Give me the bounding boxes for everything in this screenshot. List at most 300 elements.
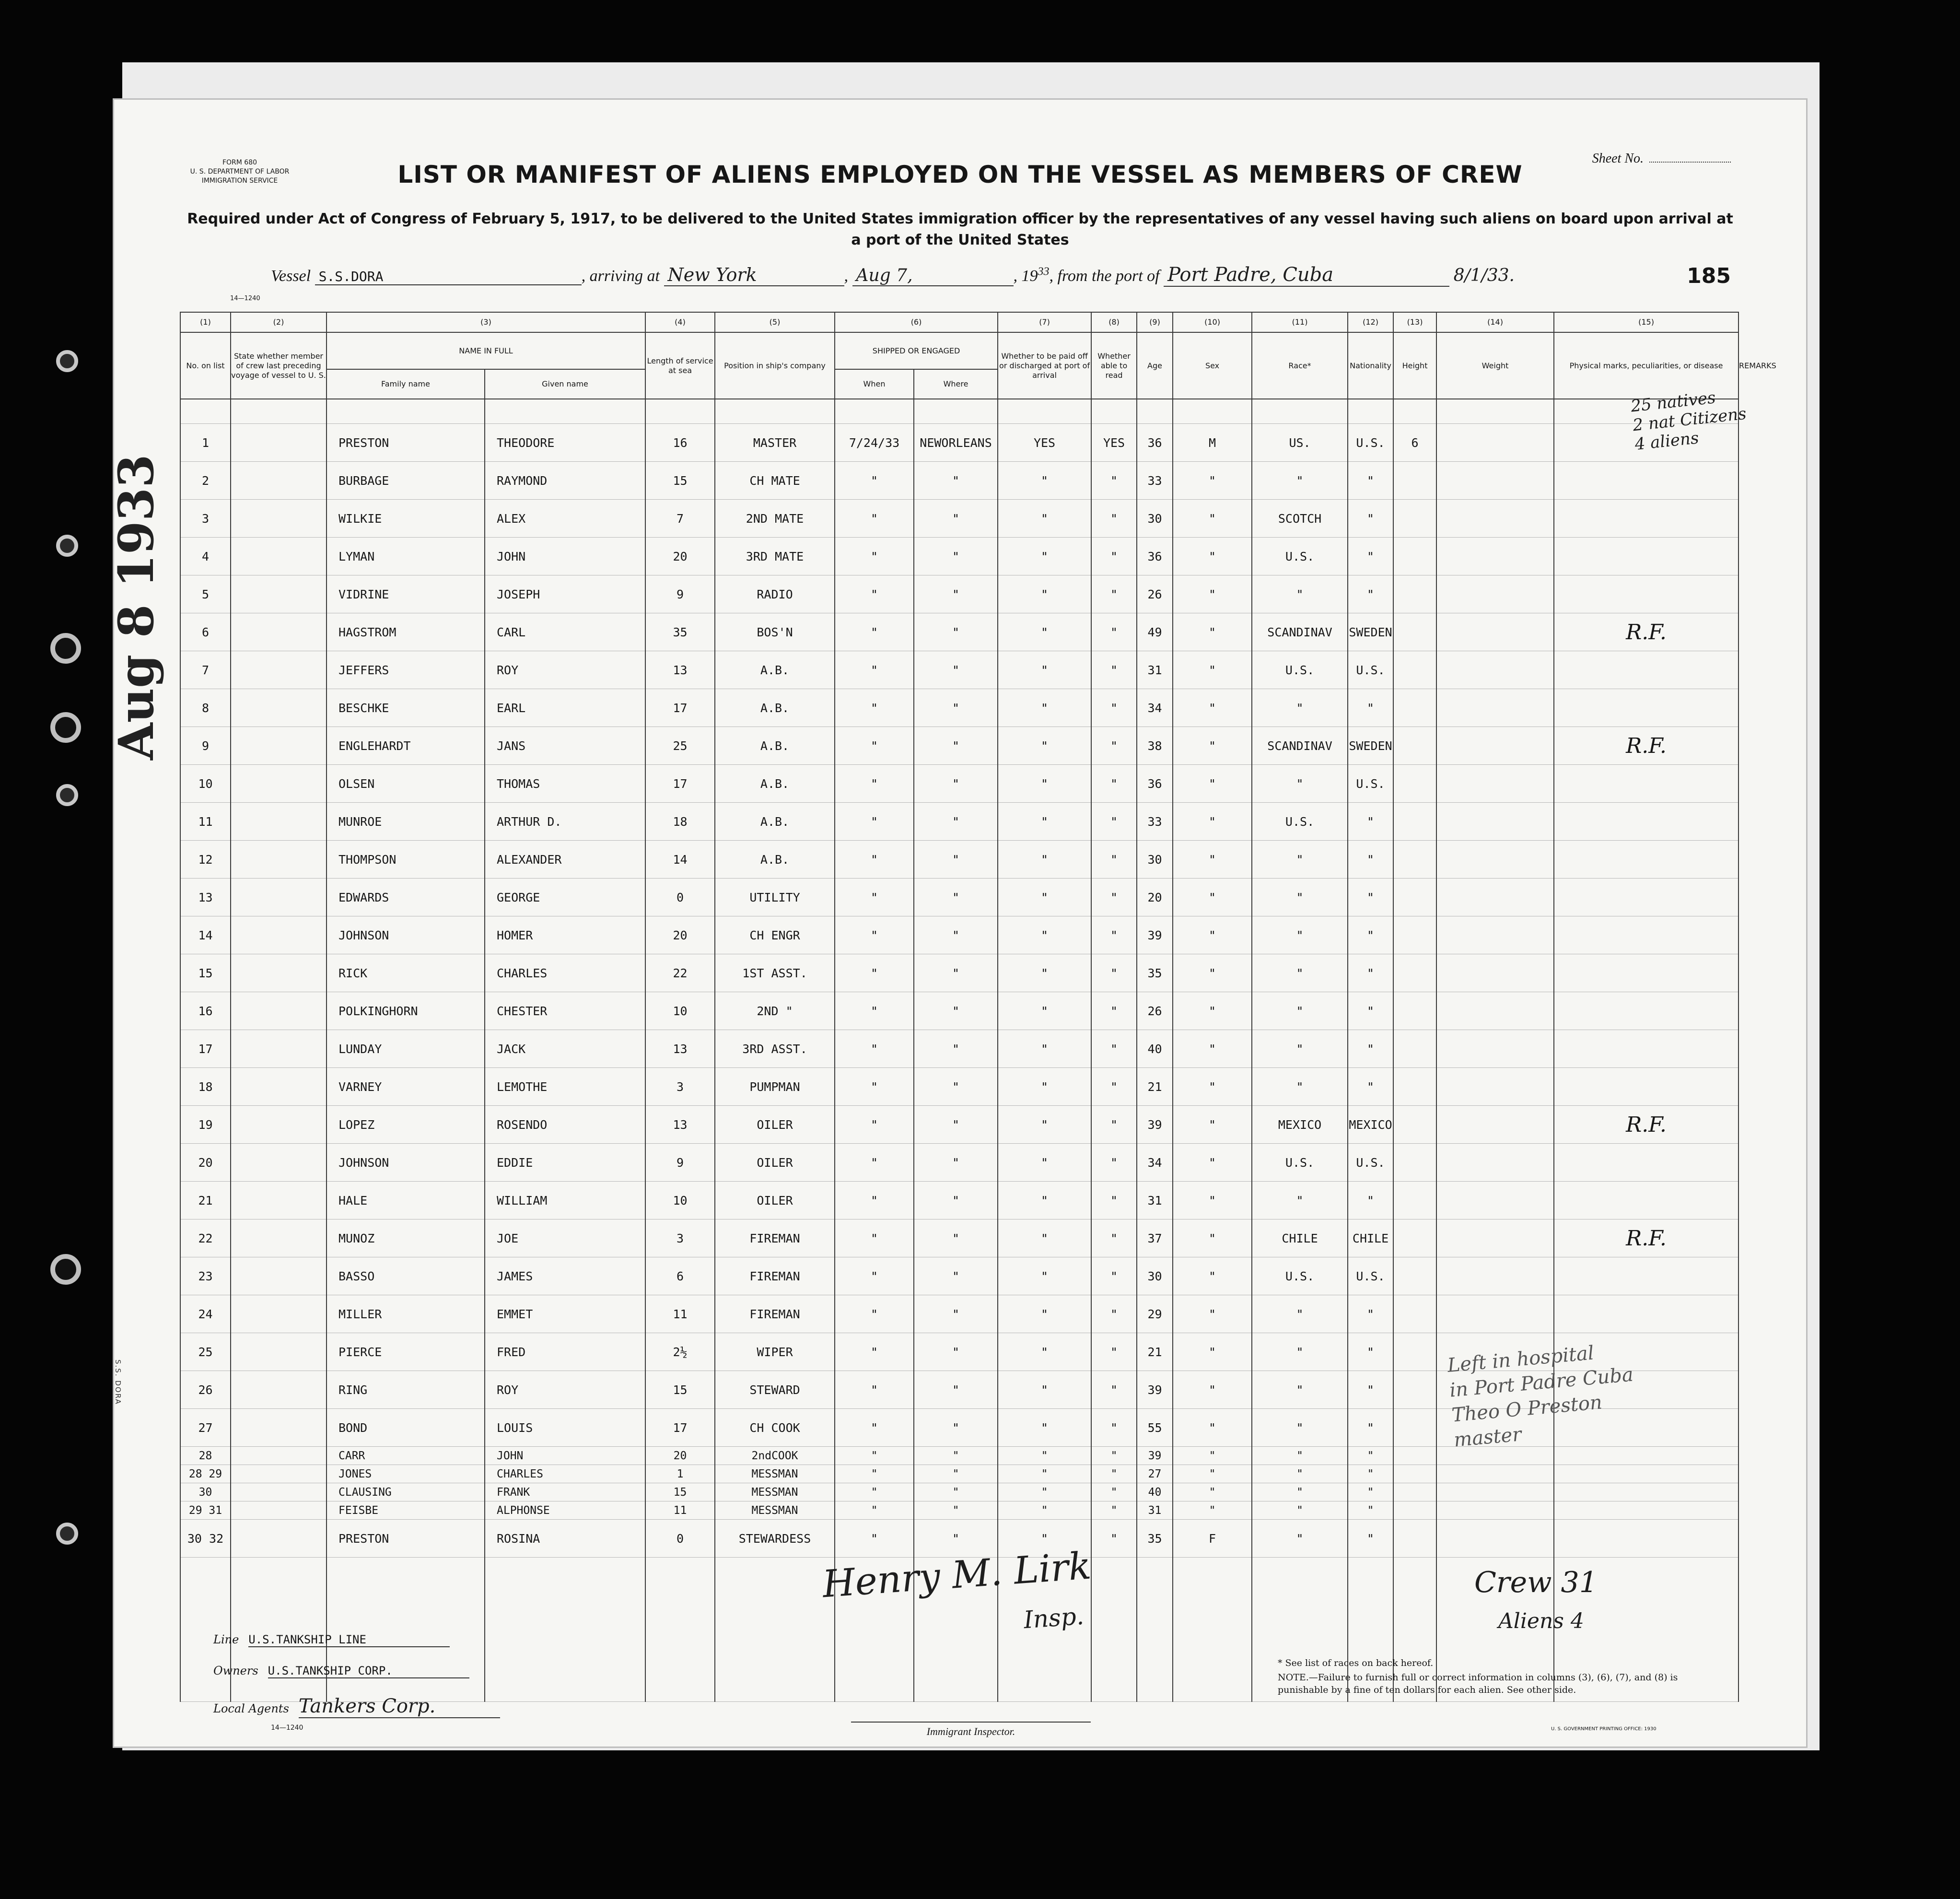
shipped-when: " (835, 500, 914, 538)
paid-off: " (998, 916, 1091, 954)
vessel-line: Vessel S.S.DORA , arriving at New York , Aug 7, , $19^{33}$, from the port of Port Padre, Cuba 8/1/33. (271, 264, 1515, 286)
col-number: (5) (715, 312, 835, 332)
given-name: JAMES (485, 1257, 645, 1295)
race: SCANDINAV (1252, 613, 1348, 651)
physical-marks (1554, 1257, 1738, 1295)
age: 30 (1137, 1257, 1173, 1295)
shipped-when: " (835, 538, 914, 575)
height (1393, 1409, 1436, 1447)
physical-marks (1554, 1144, 1738, 1182)
family-name: BASSO (327, 1257, 485, 1295)
given-name: ARTHUR D. (485, 803, 645, 841)
paid-off: " (998, 1371, 1091, 1409)
header-paid-off: Whether to be paid off or discharged at port of arrival (998, 332, 1091, 399)
physical-marks (1554, 765, 1738, 803)
header-where: Where (914, 369, 998, 399)
age: 35 (1137, 954, 1173, 992)
paid-off: " (998, 1030, 1091, 1068)
page-subtitle: Required under Act of Congress of February 5, 1917, to be delivered to the United States immigration officer by the representatives of any vessel having such aliens on board upon arrival at a port of the United States (187, 211, 1733, 248)
age: 26 (1137, 575, 1173, 613)
sex: " (1173, 1483, 1252, 1501)
height (1393, 1182, 1436, 1219)
position: A.B. (715, 803, 835, 841)
physical-marks: R.F. (1554, 1106, 1738, 1144)
able-to-read: " (1091, 765, 1137, 803)
shipped-when: " (835, 1409, 914, 1447)
state-whether (231, 1219, 327, 1257)
age: 31 (1137, 1182, 1173, 1219)
physical-marks (1554, 1182, 1738, 1219)
sex: " (1173, 841, 1252, 879)
crew-row (180, 765, 1738, 803)
header-position: Position in ship's company (715, 332, 835, 399)
age: 40 (1137, 1483, 1173, 1501)
arrival-stamp: Aug 8 1933 (108, 454, 164, 760)
sex: " (1173, 575, 1252, 613)
crew-rows (180, 399, 1738, 1702)
list-number: 17 (180, 1030, 231, 1068)
service-length: 17 (645, 765, 715, 803)
crew-total: Crew 31 (1474, 1566, 1598, 1599)
nationality: " (1348, 1447, 1393, 1465)
list-number: 21 (180, 1182, 231, 1219)
signature-title: Insp. (1023, 1602, 1085, 1634)
state-whether (231, 992, 327, 1030)
shipped-when: " (835, 1333, 914, 1371)
height (1393, 841, 1436, 879)
nationality: " (1348, 916, 1393, 954)
family-name: JOHNSON (327, 1144, 485, 1182)
line-field (213, 1633, 450, 1647)
position: OILER (715, 1182, 835, 1219)
col-number: (6) (835, 312, 998, 332)
age: 34 (1137, 689, 1173, 727)
age: 39 (1137, 1106, 1173, 1144)
given-name: FRANK (485, 1483, 645, 1501)
position: STEWARDESS (715, 1520, 835, 1558)
state-whether (231, 841, 327, 879)
sex: " (1173, 1295, 1252, 1333)
crew-row (180, 613, 1738, 651)
shipped-when: " (835, 954, 914, 992)
owners-value: U.S.TANKSHIP CORP. (268, 1664, 469, 1678)
list-number: 15 (180, 954, 231, 992)
age: 39 (1137, 916, 1173, 954)
shipped-where: " (914, 575, 998, 613)
col-number: (7) (998, 312, 1091, 332)
family-name: EDWARDS (327, 879, 485, 916)
col-number: (4) (645, 312, 715, 332)
service-length: 15 (645, 1371, 715, 1409)
position: CH COOK (715, 1409, 835, 1447)
owners-label: Owners (213, 1664, 258, 1677)
weight (1436, 1257, 1554, 1295)
shipped-where: " (914, 1182, 998, 1219)
physical-marks (1554, 1465, 1738, 1483)
service-length: 14 (645, 841, 715, 879)
able-to-read: " (1091, 727, 1137, 765)
shipped-where: " (914, 500, 998, 538)
height (1393, 1447, 1436, 1465)
given-name: JOE (485, 1219, 645, 1257)
position: A.B. (715, 765, 835, 803)
service-length: 13 (645, 1030, 715, 1068)
age: 30 (1137, 500, 1173, 538)
header-state-whether: State whether member of crew last preceding voyage of vessel to U. S. (231, 332, 327, 399)
state-whether (231, 1333, 327, 1371)
list-number: 24 (180, 1295, 231, 1333)
shipped-where: " (914, 1501, 998, 1520)
able-to-read: " (1091, 1333, 1137, 1371)
height (1393, 1501, 1436, 1520)
manifest-page (108, 98, 1808, 1748)
col-number: (13) (1393, 312, 1436, 332)
paid-off: " (998, 1295, 1091, 1333)
family-name: LUNDAY (327, 1030, 485, 1068)
nationality: U.S. (1348, 1257, 1393, 1295)
shipped-where: " (914, 1483, 998, 1501)
shipped-when: " (835, 1144, 914, 1182)
physical-marks (1554, 651, 1738, 689)
shipped-when: " (835, 1371, 914, 1409)
physical-marks (1554, 462, 1738, 500)
given-name: JANS (485, 727, 645, 765)
crew-row (180, 538, 1738, 575)
nationality: " (1348, 992, 1393, 1030)
able-to-read: " (1091, 1144, 1137, 1182)
list-number: 7 (180, 651, 231, 689)
shipped-when: " (835, 1447, 914, 1465)
age: 31 (1137, 651, 1173, 689)
position: OILER (715, 1144, 835, 1182)
weight (1436, 1219, 1554, 1257)
sex: " (1173, 1501, 1252, 1520)
position: BOS'N (715, 613, 835, 651)
physical-marks (1554, 1501, 1738, 1520)
paid-off: " (998, 613, 1091, 651)
sex: " (1173, 651, 1252, 689)
given-name: CHESTER (485, 992, 645, 1030)
side-vessel-label: S.S. DORA (114, 1360, 122, 1405)
line-value: U.S.TANKSHIP LINE (248, 1633, 450, 1647)
punch-hole (50, 633, 81, 664)
weight (1436, 613, 1554, 651)
shipped-where: " (914, 879, 998, 916)
able-to-read: " (1091, 613, 1137, 651)
shipped-where: " (914, 1068, 998, 1106)
weight (1436, 1465, 1554, 1483)
paid-off: " (998, 765, 1091, 803)
nationality: " (1348, 1030, 1393, 1068)
list-number: 5 (180, 575, 231, 613)
family-name: MILLER (327, 1295, 485, 1333)
height (1393, 613, 1436, 651)
nationality: " (1348, 879, 1393, 916)
age: 21 (1137, 1068, 1173, 1106)
family-name: LOPEZ (327, 1106, 485, 1144)
given-name: ROY (485, 651, 645, 689)
state-whether (231, 1106, 327, 1144)
given-name: JOHN (485, 538, 645, 575)
paid-off: " (998, 1333, 1091, 1371)
able-to-read: " (1091, 1295, 1137, 1333)
service-length: 6 (645, 1257, 715, 1295)
sex: " (1173, 1106, 1252, 1144)
able-to-read: " (1091, 1219, 1137, 1257)
service-length: 9 (645, 575, 715, 613)
crew-row (180, 1501, 1738, 1520)
service-name: IMMIGRATION SERVICE (201, 177, 278, 185)
weight (1436, 1447, 1554, 1465)
position: CH ENGR (715, 916, 835, 954)
state-whether (231, 613, 327, 651)
height (1393, 689, 1436, 727)
crew-row (180, 879, 1738, 916)
shipped-where: " (914, 689, 998, 727)
nationality: SWEDEN (1348, 727, 1393, 765)
race: U.S. (1252, 1257, 1348, 1295)
family-name: BURBAGE (327, 462, 485, 500)
column-header-row: No. on list State whether member of crew last preceding voyage of vessel to U. S. NAME IN FULL Length of service at sea Position in ship's company SHIPPED OR ENGAGED Whether to be paid off or discharged at port of arrival Whether able to read Age Sex Race* Nationality Height Weight Physical marks, peculiarities, or disease REMARKS (180, 332, 1738, 369)
list-number: 2 (180, 462, 231, 500)
weight (1436, 500, 1554, 538)
age: 30 (1137, 841, 1173, 879)
able-to-read: " (1091, 1501, 1137, 1520)
able-to-read: " (1091, 879, 1137, 916)
race: " (1252, 954, 1348, 992)
physical-marks (1554, 916, 1738, 954)
shipped-where: " (914, 1219, 998, 1257)
race: " (1252, 689, 1348, 727)
list-number: 25 (180, 1333, 231, 1371)
age: 36 (1137, 765, 1173, 803)
service-length: 13 (645, 1106, 715, 1144)
given-name: THEODORE (485, 424, 645, 462)
paid-off: " (998, 841, 1091, 879)
service-length: 3 (645, 1068, 715, 1106)
col-number: (8) (1091, 312, 1137, 332)
shipped-when: " (835, 765, 914, 803)
sex: " (1173, 992, 1252, 1030)
aliens-total: Aliens 4 (1498, 1609, 1584, 1633)
race: " (1252, 1501, 1348, 1520)
able-to-read: " (1091, 954, 1137, 992)
sex: " (1173, 1371, 1252, 1409)
given-name: CHARLES (485, 954, 645, 992)
able-to-read: " (1091, 1409, 1137, 1447)
printing-office: U. S. GOVERNMENT PRINTING OFFICE: 1930 (1551, 1726, 1657, 1732)
nationality: " (1348, 538, 1393, 575)
age: 29 (1137, 1295, 1173, 1333)
weight (1436, 651, 1554, 689)
weight (1436, 1295, 1554, 1333)
age: 27 (1137, 1465, 1173, 1483)
able-to-read: " (1091, 1465, 1137, 1483)
paid-off: " (998, 1106, 1091, 1144)
shipped-where: NEWORLEANS (914, 424, 998, 462)
vessel-name: S.S.DORA (315, 269, 582, 285)
col-number: (3) (327, 312, 645, 332)
physical-marks (1554, 500, 1738, 538)
nationality: " (1348, 1465, 1393, 1483)
shipped-when: " (835, 803, 914, 841)
punch-hole (50, 1254, 81, 1285)
race: U.S. (1252, 803, 1348, 841)
header-physical-marks: Physical marks, peculiarities, or disease (1554, 332, 1738, 399)
weight (1436, 803, 1554, 841)
age: 34 (1137, 1144, 1173, 1182)
weight (1436, 1106, 1554, 1144)
paid-off: " (998, 1465, 1091, 1483)
state-whether (231, 1501, 327, 1520)
given-name: RAYMOND (485, 462, 645, 500)
shipped-when: " (835, 916, 914, 954)
shipped-where: " (914, 1144, 998, 1182)
age: 31 (1137, 1501, 1173, 1520)
crew-row (180, 992, 1738, 1030)
position: MESSMAN (715, 1501, 835, 1520)
crew-row (180, 841, 1738, 879)
list-number: 23 (180, 1257, 231, 1295)
list-number: 10 (180, 765, 231, 803)
crew-row (180, 462, 1738, 500)
sex: M (1173, 424, 1252, 462)
crew-row (180, 1257, 1738, 1295)
nationality: " (1348, 462, 1393, 500)
header-no-on-list: No. on list (180, 332, 231, 399)
shipped-where: " (914, 1030, 998, 1068)
height (1393, 1465, 1436, 1483)
shipped-when: " (835, 992, 914, 1030)
age: 33 (1137, 462, 1173, 500)
nationality: " (1348, 1409, 1393, 1447)
physical-marks (1554, 538, 1738, 575)
crew-row (180, 1068, 1738, 1106)
race: " (1252, 1030, 1348, 1068)
remarks-tally: 25 natives 2 nat Citizens 4 aliens (1630, 388, 1748, 455)
punch-hole (56, 535, 78, 557)
paid-off: " (998, 1483, 1091, 1501)
height (1393, 1483, 1436, 1501)
weight (1436, 575, 1554, 613)
position: FIREMAN (715, 1219, 835, 1257)
position: A.B. (715, 689, 835, 727)
shipped-where: " (914, 1447, 998, 1465)
shipped-when: " (835, 462, 914, 500)
sex: " (1173, 689, 1252, 727)
paid-off: " (998, 727, 1091, 765)
family-name: POLKINGHORN (327, 992, 485, 1030)
vessel-label: Vessel (271, 267, 311, 285)
paid-off: " (998, 1219, 1091, 1257)
shipped-when: " (835, 727, 914, 765)
paid-off: " (998, 538, 1091, 575)
paid-off: " (998, 1409, 1091, 1447)
race: " (1252, 1333, 1348, 1371)
nationality: " (1348, 1501, 1393, 1520)
race: U.S. (1252, 538, 1348, 575)
nationality: " (1348, 1483, 1393, 1501)
sex: " (1173, 462, 1252, 500)
race: " (1252, 1447, 1348, 1465)
agents-value: Tankers Corp. (299, 1695, 500, 1718)
shipped-when: " (835, 1483, 914, 1501)
sex: " (1173, 1068, 1252, 1106)
position: FIREMAN (715, 1257, 835, 1295)
position: 2ND MATE (715, 500, 835, 538)
age: 39 (1137, 1447, 1173, 1465)
shipped-where: " (914, 803, 998, 841)
age: 37 (1137, 1219, 1173, 1257)
state-whether (231, 1371, 327, 1409)
punch-hole (56, 1523, 78, 1545)
physical-marks (1554, 1447, 1738, 1465)
state-whether (231, 1144, 327, 1182)
service-length: 22 (645, 954, 715, 992)
col-number: (14) (1436, 312, 1554, 332)
sex: " (1173, 538, 1252, 575)
race: " (1252, 1068, 1348, 1106)
shipped-where: " (914, 1520, 998, 1558)
weight (1436, 879, 1554, 916)
physical-marks (1554, 1068, 1738, 1106)
crew-row (180, 689, 1738, 727)
family-name: RICK (327, 954, 485, 992)
given-name: LEMOTHE (485, 1068, 645, 1106)
able-to-read: " (1091, 1520, 1137, 1558)
shipped-where: " (914, 1295, 998, 1333)
shipped-when: " (835, 1106, 914, 1144)
position: A.B. (715, 651, 835, 689)
remarks-hospital-note: Left in hospital in Port Padre Cuba Theo O Preston master (1446, 1342, 1634, 1452)
crew-row (180, 1520, 1738, 1558)
state-whether (231, 1409, 327, 1447)
height (1393, 765, 1436, 803)
list-number: 30 32 (180, 1520, 231, 1558)
able-to-read: " (1091, 1182, 1137, 1219)
shipped-where: " (914, 1257, 998, 1295)
paid-off: " (998, 954, 1091, 992)
paid-off: " (998, 462, 1091, 500)
race: " (1252, 575, 1348, 613)
position: FIREMAN (715, 1295, 835, 1333)
height (1393, 727, 1436, 765)
list-number: 20 (180, 1144, 231, 1182)
physical-marks: R.F. (1554, 727, 1738, 765)
service-length: 11 (645, 1295, 715, 1333)
shipped-where: " (914, 954, 998, 992)
state-whether (231, 575, 327, 613)
weight (1436, 1483, 1554, 1501)
header-when: When (835, 369, 914, 399)
crew-row (180, 500, 1738, 538)
state-whether (231, 538, 327, 575)
age: 36 (1137, 424, 1173, 462)
physical-marks (1554, 841, 1738, 879)
shipped-when: " (835, 1257, 914, 1295)
able-to-read: " (1091, 575, 1137, 613)
crew-row (180, 727, 1738, 765)
sex: " (1173, 1333, 1252, 1371)
col-number: (12) (1348, 312, 1393, 332)
service-length: 0 (645, 879, 715, 916)
penalty-note: NOTE.—Failure to furnish full or correct information in columns (3), (6), (7), and (8) is punishable by a fine of ten dollars for each alien. See other side. (1278, 1672, 1678, 1695)
col-number: (2) (231, 312, 327, 332)
header-sex: Sex (1173, 332, 1252, 399)
given-name: CARL (485, 613, 645, 651)
able-to-read: " (1091, 803, 1137, 841)
position: 3RD ASST. (715, 1030, 835, 1068)
